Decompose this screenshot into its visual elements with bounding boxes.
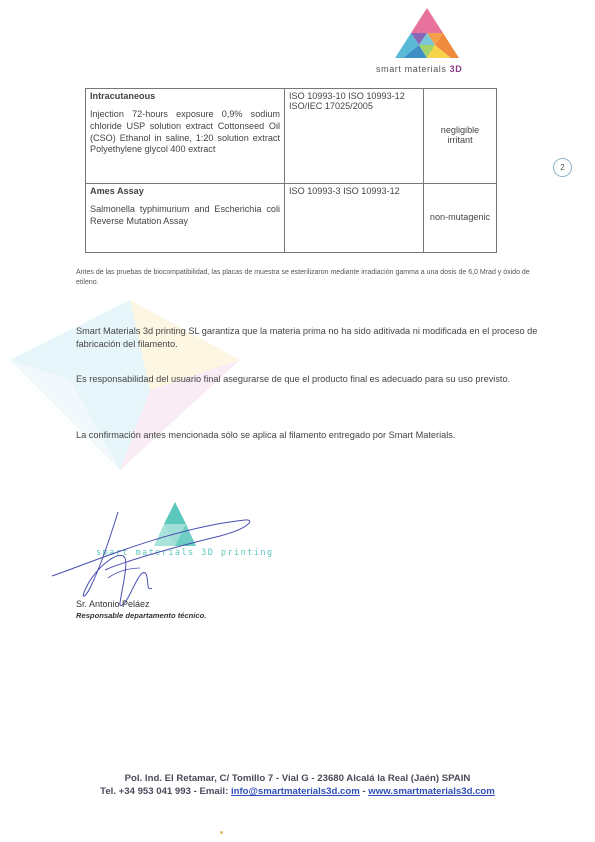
standards-cell: ISO 10993-10 ISO 10993-12 ISO/IEC 17025/2005 (285, 89, 424, 184)
signer-role: Responsable departamento técnico. (76, 611, 207, 620)
sterilization-note: Antes de las pruebas de biocompatibilidad, las placas de muestra se esterilizaron mediante irradiación gamma a una dosis de 6,0 Mrad y óxido de etileno. (76, 269, 530, 287)
footer-email-link[interactable]: info@smartmaterials3d.com (230, 786, 360, 798)
test-description: Salmonella typhimurium and Escherichia coli Reverse Mutation Assay (90, 204, 280, 226)
test-description: Injection 72-hours exposure 0,9% sodium chloride USP solution extract Cottonseed Oil (CSO) Ethanol in saline, 1:20 solution extract Polyethylene glycol 400 extract (90, 109, 280, 155)
result-cell: negligible irritant (424, 89, 497, 184)
signer-name: Sr. Antonio Peláez (76, 599, 150, 609)
footer-website-link[interactable]: www.smartmaterials3d.com (368, 786, 495, 798)
responsibility-paragraph: Es responsabilidad del usuario final asegurarse de que el producto final es adecuado para su uso previsto. (76, 374, 511, 384)
brand-logo-icon (395, 8, 459, 58)
stamp-brand-text: smart materials 3D printing (96, 548, 274, 558)
footer-phone: Tel. +34 953 041 993 - Email: (100, 786, 229, 798)
test-cell (86, 184, 285, 253)
test-cell (86, 89, 285, 184)
footer-separator: - (362, 786, 366, 798)
table-row (86, 184, 497, 253)
test-name: Ames Assay (90, 186, 144, 196)
standards-cell: ISO 10993-3 ISO 10993-12 (285, 184, 424, 253)
table-row (86, 89, 497, 184)
brand-name: smart materials 3D (376, 64, 463, 74)
test-name: Intracutaneous (90, 91, 156, 101)
footer-contact (0, 785, 595, 798)
company-footer (0, 772, 595, 799)
guarantee-paragraph: Smart Materials 3d printing SL garantiza que la materia prima no ha sido aditivada ni modificada en el proceso de fabricación del filamento. (76, 326, 538, 350)
scope-paragraph: La confirmación antes mencionada sólo se aplica al filamento entregado por Smart Materials. (76, 430, 456, 440)
result-cell: non-mutagenic (424, 184, 497, 253)
biocompatibility-table (85, 88, 497, 253)
decorative-dot (220, 831, 223, 834)
footer-address: Pol. Ind. El Retamar, C/ Tomillo 7 - Vial G - 23680 Alcalá la Real (Jaén) SPAIN (124, 773, 471, 784)
page-number-badge: 2 (553, 158, 572, 177)
